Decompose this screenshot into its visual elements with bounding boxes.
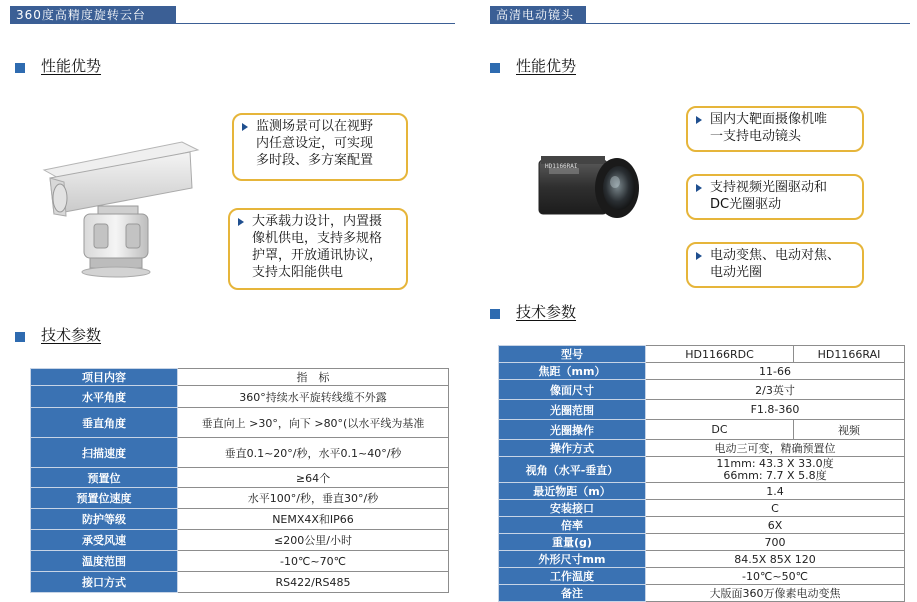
right-tab-title: 高清电动镜头 <box>490 6 586 24</box>
right-feature-1 <box>686 106 864 152</box>
right-specs-heading: 技术参数 <box>490 303 610 321</box>
spec-value: 1.4 <box>646 483 905 500</box>
spec-value: DC <box>646 420 794 440</box>
feature-line: 电动光圈 <box>710 265 763 280</box>
bullet-arrow-icon <box>696 116 702 124</box>
view-angle-tele: 66mm: 7.7 X 5.8度 <box>723 468 827 482</box>
right-feature-3 <box>686 242 864 288</box>
table-row <box>31 509 449 530</box>
feature-line: 大承载力设计，内置摄 <box>252 214 383 229</box>
lens-label: HD1166RAI <box>545 163 578 170</box>
motorized-lens-image <box>535 150 640 230</box>
table-row <box>499 420 905 440</box>
spec-label: 温度范围 <box>31 551 178 572</box>
feature-line: 支持视频光圈驱动和 <box>710 180 828 195</box>
spec-label: 备注 <box>499 585 646 602</box>
spec-label: 最近物距（m） <box>499 483 646 500</box>
table-row <box>499 551 905 568</box>
spec-label: 操作方式 <box>499 440 646 457</box>
section-bullet-icon <box>15 63 25 73</box>
table-row <box>31 468 449 488</box>
table-row <box>499 517 905 534</box>
spec-value: ≥64个 <box>178 468 449 488</box>
spec-value: C <box>646 500 905 517</box>
spec-value: ≤200公里/小时 <box>178 530 449 551</box>
table-row <box>499 440 905 457</box>
spec-label: 工作温度 <box>499 568 646 585</box>
table-row <box>499 380 905 400</box>
table-row <box>499 568 905 585</box>
feature-line: DC光圈驱动 <box>710 197 782 212</box>
spec-label: 承受风速 <box>31 530 178 551</box>
left-tab-title: 360度高精度旋转云台 <box>10 6 176 24</box>
section-bullet-icon <box>15 332 25 342</box>
spec-value: 360°持续水平旋转线缆不外露 <box>178 386 449 408</box>
left-specs-heading: 技术参数 <box>15 326 135 344</box>
table-row <box>499 400 905 420</box>
table-row <box>31 438 449 468</box>
spec-value: 大版面360万像素电动变焦 <box>646 585 905 602</box>
left-header-line <box>10 23 455 24</box>
spec-value: HD1166RDC <box>646 346 794 363</box>
spec-value: HD1166RAI <box>794 346 905 363</box>
table-header-value: 指 标 <box>178 369 449 386</box>
spec-label: 安装接口 <box>499 500 646 517</box>
spec-label: 接口方式 <box>31 572 178 593</box>
spec-value: 垂直0.1~20°/秒，水平0.1~40°/秒 <box>178 438 449 468</box>
view-angle-wide: 11mm: 43.3 X 33.0度 <box>716 456 834 470</box>
table-row <box>31 408 449 438</box>
table-row <box>499 346 905 363</box>
table-header-label: 项目内容 <box>31 369 178 386</box>
spec-value: 视频 <box>794 420 905 440</box>
spec-label: 视角（水平-垂直） <box>499 457 646 483</box>
spec-label: 预置位 <box>31 468 178 488</box>
bullet-arrow-icon <box>242 123 248 131</box>
spec-value: 11-66 <box>646 363 905 380</box>
right-spec-table <box>498 345 905 602</box>
spec-label: 垂直角度 <box>31 408 178 438</box>
left-feature-1 <box>232 113 408 181</box>
spec-value: 垂直向上 >30°，向下 >80°(以水平线为基准 <box>178 408 449 438</box>
spec-value <box>646 457 905 483</box>
spec-value: NEMX4X和IP66 <box>178 509 449 530</box>
left-feature-2 <box>228 208 408 290</box>
spec-label: 倍率 <box>499 517 646 534</box>
spec-value: 2/3英寸 <box>646 380 905 400</box>
spec-label: 重量(g) <box>499 534 646 551</box>
section-bullet-icon <box>490 309 500 319</box>
section-bullet-icon <box>490 63 500 73</box>
spec-value: 700 <box>646 534 905 551</box>
table-row <box>499 483 905 500</box>
left-features-heading: 性能优势 <box>15 57 135 75</box>
spec-value: 84.5X 85X 120 <box>646 551 905 568</box>
spec-value: F1.8-360 <box>646 400 905 420</box>
bullet-arrow-icon <box>696 184 702 192</box>
table-row <box>499 363 905 380</box>
right-feature-2 <box>686 174 864 220</box>
feature-line: 护罩，开放通讯协议， <box>252 248 383 263</box>
feature-line: 监测场景可以在视野 <box>256 119 374 134</box>
feature-line: 电动变焦、电动对焦、 <box>710 248 841 263</box>
spec-value: 电动三可变，精确预置位 <box>646 440 905 457</box>
table-row <box>499 457 905 483</box>
spec-label: 型号 <box>499 346 646 363</box>
feature-line: 多时段、多方案配置 <box>256 153 374 168</box>
spec-label: 外形尺寸mm <box>499 551 646 568</box>
feature-line: 像机供电，支持多规格 <box>252 231 383 246</box>
spec-label: 防护等级 <box>31 509 178 530</box>
table-row <box>31 386 449 408</box>
spec-label: 焦距（mm） <box>499 363 646 380</box>
right-header-line <box>490 23 910 24</box>
table-row <box>31 488 449 509</box>
feature-line: 支持太阳能供电 <box>252 265 344 280</box>
spec-label: 水平角度 <box>31 386 178 408</box>
spec-label: 预置位速度 <box>31 488 178 509</box>
spec-value: -10℃~50℃ <box>646 568 905 585</box>
feature-line: 一支持电动镜头 <box>710 129 802 144</box>
spec-value: RS422/RS485 <box>178 572 449 593</box>
table-row <box>31 572 449 593</box>
spec-value: -10℃~70℃ <box>178 551 449 572</box>
feature-line: 国内大靶面摄像机唯 <box>710 112 828 127</box>
bullet-arrow-icon <box>696 252 702 260</box>
table-row <box>31 530 449 551</box>
spec-label: 光圈范围 <box>499 400 646 420</box>
spec-label: 像面尺寸 <box>499 380 646 400</box>
spec-value: 6X <box>646 517 905 534</box>
left-spec-table <box>30 368 449 593</box>
ptz-camera-image <box>40 140 200 280</box>
right-features-heading: 性能优势 <box>490 57 610 75</box>
table-row <box>499 534 905 551</box>
feature-line: 内任意设定，可实现 <box>256 136 374 151</box>
spec-label: 扫描速度 <box>31 438 178 468</box>
table-row <box>499 500 905 517</box>
table-row <box>31 551 449 572</box>
spec-value: 水平100°/秒，垂直30°/秒 <box>178 488 449 509</box>
spec-label: 光圈操作 <box>499 420 646 440</box>
bullet-arrow-icon <box>238 218 244 226</box>
table-header-row <box>31 369 449 386</box>
